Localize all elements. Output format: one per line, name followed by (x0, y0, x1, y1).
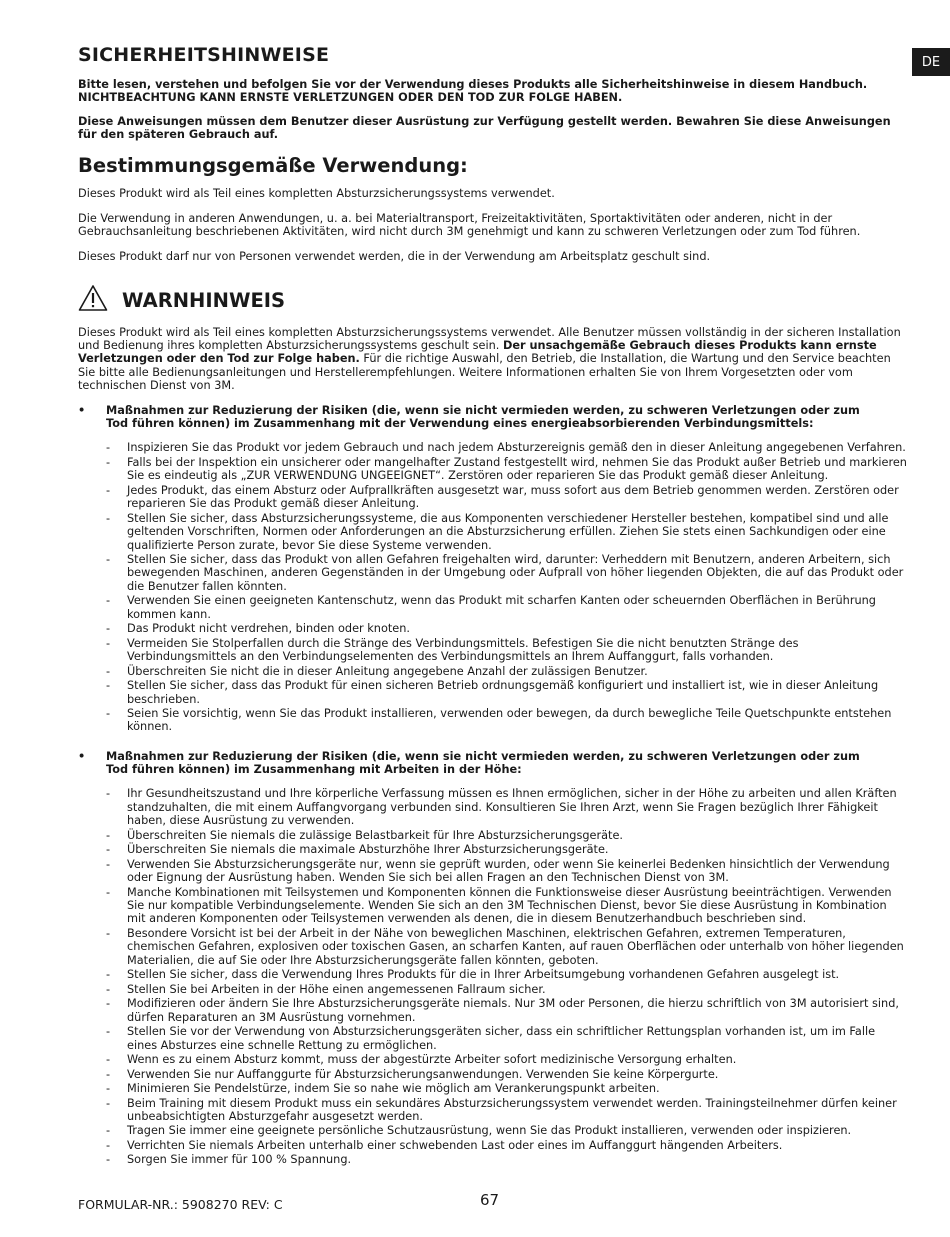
list-item (78, 1124, 907, 1137)
dash-marker: - (106, 594, 111, 608)
dash-marker: - (106, 622, 111, 636)
list-item (78, 886, 907, 926)
list-item (78, 594, 907, 621)
list-item-text: Manche Kombinationen mit Teilsystemen und Komponenten können die Funktionsweise dieser Ausrüstung beeinträchtigen. Verwenden Sie nur kompatible Verbindungselemente. Wenden Sie sich an den 3M Technischen Dienst, bevor Sie diese Ausrüstung in Kombination mit anderen Komponenten oder Teilsystemen verwenden als denen, die in diesem Benutzerhandbuch beschrieben sind. (127, 885, 892, 926)
list-item (78, 637, 907, 664)
list-item-text: Jedes Produkt, das einem Absturz oder Aufprallkräften ausgesetzt war, muss sofort aus dem Betrieb genommen werden. Zerstören oder reparieren Sie das Produkt gemäß dieser Anleitung. (127, 483, 899, 511)
dash-marker: - (106, 553, 111, 567)
dash-marker: - (106, 679, 111, 693)
list-item (78, 1068, 907, 1081)
dash-marker: - (106, 1153, 111, 1167)
dash-marker: - (106, 828, 111, 842)
dash-marker: - (106, 968, 111, 982)
list-item-text: Überschreiten Sie niemals die zulässige Belastbarkeit für Ihre Absturzsicherungsgeräte. (127, 828, 624, 842)
list-item (78, 968, 907, 981)
list-item-text: Überschreiten Sie niemals die maximale Absturzhöhe Ihrer Absturzsicherungsgeräte. (127, 843, 609, 857)
dash-marker: - (106, 483, 111, 497)
list-item-text: Stellen Sie sicher, dass das Produkt von allen Gefahren freigehalten wird, darunter: Verheddern mit Benutzern, anderen Arbeitern, sich bewegenden Maschinen, anderen Gegenständen in der Umgebung oder Aufprall von höher liegenden Objekten, die auf das Produkt oder die Benutzer fallen könnten. (127, 553, 904, 593)
list-item (78, 1025, 907, 1052)
section-energy-absorbing-lanyard (78, 404, 906, 735)
list-item (78, 1053, 907, 1066)
list-item (78, 441, 907, 454)
list-item-text: Beim Training mit diesem Produkt muss ein sekundäres Absturzsicherungssystem verwendet werden. Trainingsteilnehmer dürfen keiner unbeabsichtigten Absturzgefahr ausgesetzt werden. (127, 1096, 897, 1123)
section-heading-text: Maßnahmen zur Reduzierung der Risiken (die, wenn sie nicht vermieden werden, zu schweren Verletzungen oder zum Tod führen können) im Zusammenhang mit der Verwendung eines energieabsorbierenden Verbindungsmittels: (106, 404, 860, 431)
section-working-at-height (78, 750, 906, 1168)
bullet-marker: • (78, 750, 86, 763)
dash-marker: - (106, 455, 111, 469)
intro-paragraph-2: Diese Anweisungen müssen dem Benutzer dieser Ausrüstung zur Verfügung gestellt werden. Bewahren Sie diese Anweisungen für den späteren Gebrauch auf. (78, 115, 891, 142)
list-item (78, 787, 907, 827)
intro-paragraph-1: Bitte lesen, verstehen und befolgen Sie vor der Verwendung dieses Produkts alle Sicherheitshinweise in diesem Handbuch. NICHTBEACHTUNG KANN ERNSTE VERLETZUNGEN ODER DEN TOD ZUR FOLGE HABEN. (78, 78, 868, 105)
warning-paragraph (78, 326, 906, 392)
list-item-text: Minimieren Sie Pendelstürze, indem Sie so nahe wie möglich am Verankerungspunkt arbeiten. (127, 1082, 660, 1096)
list-item (78, 512, 907, 552)
list-item (78, 997, 907, 1024)
warning-text-b: Für die richtige Auswahl, den Betrieb, die Installation, die Wartung und den Service beachten Sie bitte alle Bedienungsanleitungen und Herstellerempfehlungen. Weitere Informationen erhalten Sie von Ihrem Vorgesetzten oder vom technischen Dienst von 3M. (78, 352, 891, 392)
page-title: SICHERHEITSHINWEISE (78, 44, 330, 66)
list-item (78, 1153, 907, 1166)
list-item-text: Falls bei der Inspektion ein unsicherer oder mangelhafter Zustand festgestellt wird, nehmen Sie das Produkt außer Betrieb und markieren Sie es eindeutig als „ZUR VERWENDUNG UNGEEIGNET“. Zerstören oder reparieren Sie das Produkt gemäß dieser Anleitung. (127, 455, 907, 483)
list-item (78, 1097, 907, 1124)
dash-marker: - (106, 857, 111, 871)
warning-text-bold: Der unsachgemäße Gebrauch dieses Produkts kann ernste Verletzungen oder den Tod zur Folge haben. (78, 339, 877, 366)
list-item-text: Stellen Sie sicher, dass die Verwendung Ihres Produkts für die in Ihrer Arbeitsumgebung vorhandenen Gefahren ausgelegt ist. (127, 968, 840, 982)
bullet-marker: • (78, 404, 86, 417)
list-item-text: Verrichten Sie niemals Arbeiten unterhalb einer schwebenden Last oder eines im Auffanggurt hängenden Arbeiters. (127, 1138, 783, 1152)
warning-heading (78, 284, 285, 316)
dash-marker: - (106, 511, 111, 525)
intended-use-heading: Bestimmungsgemäße Verwendung: (78, 154, 468, 177)
dash-marker: - (106, 664, 111, 678)
list-item-text: Wenn es zu einem Absturz kommt, muss der abgestürzte Arbeiter sofort medizinische Versorgung erhalten. (127, 1053, 737, 1067)
warning-triangle-icon (78, 284, 108, 316)
list-item-text: Seien Sie vorsichtig, wenn Sie das Produkt installieren, verwenden oder bewegen, da durch bewegliche Teile Quetschpunkte entstehen können. (127, 707, 892, 734)
dash-marker: - (106, 787, 111, 801)
dash-marker: - (106, 997, 111, 1011)
dash-marker: - (106, 1124, 111, 1138)
list-item (78, 843, 907, 856)
list-item-text: Ihr Gesundheitszustand und Ihre körperliche Verfassung müssen es Ihnen ermöglichen, sicher in der Höhe zu arbeiten und allen Kräften standzuhalten, die mit einem Auffangvorgang verbunden sind. Konsultieren Sie Ihren Arzt, wenn Sie Fragen bezüglich Ihrer Fähigkeit haben, diese Ausrüstung zu verwenden. (127, 787, 897, 828)
list-item (78, 622, 907, 635)
section-heading (78, 750, 876, 776)
list-item-text: Überschreiten Sie nicht die in dieser Anleitung angegebene Anzahl der zulässigen Benutzer. (127, 664, 648, 678)
page-number: 67 (480, 1191, 500, 1209)
list-item-text: Verwenden Sie Absturzsicherungsgeräte nur, wenn sie geprüft wurden, oder wenn Sie keinerlei Bedenken hinsichtlich der Verwendung oder Eignung der Ausrüstung haben. Wenden Sie sich bei allen Fragen an den Technischen Dienst von 3M. (127, 857, 890, 885)
list-item (78, 665, 907, 678)
dash-marker: - (106, 1082, 111, 1096)
list-item (78, 456, 907, 483)
section-heading-text: Maßnahmen zur Reduzierung der Risiken (die, wenn sie nicht vermieden werden, zu schweren Verletzungen oder zum Tod führen können) im Zusammenhang mit Arbeiten in der Höhe: (106, 750, 860, 777)
section-2-list (78, 787, 906, 1166)
dash-marker: - (106, 1138, 111, 1152)
list-item (78, 983, 907, 996)
dash-marker: - (106, 1096, 111, 1110)
warning-title: WARNHINWEIS (122, 288, 286, 312)
section-heading (78, 404, 876, 430)
warning-text-a: Dieses Produkt wird als Teil eines kompletten Absturzsicherungssystems verwendet. Alle Benutzer müssen vollständig in der sicheren Installation und Bedienung ihres kompletten Absturzsicherungssystems geschult sein. (78, 326, 901, 353)
intended-use-paragraph-1: Dieses Produkt wird als Teil eines kompletten Absturzsicherungssystems verwendet. (78, 187, 555, 200)
list-item-text: Verwenden Sie nur Auffanggurte für Absturzsicherungsanwendungen. Verwenden Sie keine Körpergurte. (127, 1067, 719, 1081)
dash-marker: - (106, 982, 111, 996)
dash-marker: - (106, 926, 111, 940)
list-item (78, 707, 907, 734)
dash-marker: - (106, 707, 111, 721)
list-item (78, 553, 907, 593)
list-item (78, 484, 907, 511)
list-item-text: Stellen Sie sicher, dass das Produkt für einen sicheren Betrieb ordnungsgemäß konfiguriert und installiert ist, wie in dieser Anleitung beschrieben. (127, 679, 879, 706)
list-item (78, 1082, 907, 1095)
list-item (78, 927, 907, 967)
intended-use-paragraph-2: Die Verwendung in anderen Anwendungen, u. a. bei Materialtransport, Freizeitaktivitäten, Sportaktivitäten oder anderen, nicht in der Gebrauchsanleitung beschriebenen Aktivitäten, wird nicht durch 3M genehmigt und kann zu schweren Verletzungen oder zum Tod führen. (78, 212, 861, 239)
dash-marker: - (106, 843, 111, 857)
list-item-text: Stellen Sie bei Arbeiten in der Höhe einen angemessenen Fallraum sicher. (127, 982, 546, 996)
list-item-text: Vermeiden Sie Stolperfallen durch die Stränge des Verbindungsmittels. Befestigen Sie die nicht benutzten Stränge des Verbindungsmittels an den Verbindungselementen des Verbindungsmittels an Ihrem Auffanggurt, falls vorhanden. (127, 636, 799, 664)
dash-marker: - (106, 1067, 111, 1081)
list-item-text: Tragen Sie immer eine geeignete persönliche Schutzausrüstung, wenn Sie das Produkt installieren, verwenden oder inspizieren. (127, 1124, 852, 1138)
dash-marker: - (106, 441, 111, 455)
intended-use-paragraph-3: Dieses Produkt darf nur von Personen verwendet werden, die in der Verwendung am Arbeitsplatz geschult sind. (78, 250, 711, 263)
list-item (78, 858, 907, 885)
list-item-text: Verwenden Sie einen geeigneten Kantenschutz, wenn das Produkt mit scharfen Kanten oder scheuernden Oberflächen in Berührung kommen kann. (127, 594, 876, 621)
dash-marker: - (106, 1053, 111, 1067)
section-1-list (78, 441, 906, 733)
list-item-text: Modifizieren oder ändern Sie Ihre Absturzsicherungsgeräte niemals. Nur 3M oder Personen, die hierzu schriftlich von 3M autorisiert sind, dürfen Reparaturen an 3M Ausrüstung vornehmen. (127, 997, 899, 1024)
list-item-text: Das Produkt nicht verdrehen, binden oder knoten. (127, 622, 411, 636)
list-item-text: Stellen Sie vor der Verwendung von Absturzsicherungsgeräten sicher, dass ein schriftlicher Rettungsplan vorhanden ist, um im Falle eines Absturzes eine schnelle Rettung zu ermöglichen. (127, 1025, 876, 1052)
list-item (78, 679, 907, 706)
list-item-text: Sorgen Sie immer für 100 % Spannung. (127, 1153, 352, 1167)
dash-marker: - (106, 1025, 111, 1039)
list-item-text: Besondere Vorsicht ist bei der Arbeit in der Nähe von beweglichen Maschinen, elektrischen Gefahren, extremen Temperaturen, chemischen Gefahren, explosiven oder toxischen Gasen, an scharfen Kanten, auf rauen Oberflächen oder unterhalb von höher liegenden Materialien, die auf Sie oder Ihre Absturzsicherungsgeräte fallen könnten, geboten. (127, 926, 904, 967)
language-tab: DE (912, 48, 950, 76)
list-item (78, 829, 907, 842)
list-item-text: Inspizieren Sie das Produkt vor jedem Gebrauch und nach jedem Absturzereignis gemäß den in dieser Anleitung angegebenen Verfahren. (127, 441, 906, 455)
form-number: FORMULAR-NR.: 5908270 REV: C (78, 1197, 283, 1212)
list-item-text: Stellen Sie sicher, dass Absturzsicherungssysteme, die aus Komponenten verschiedener Hersteller bestehen, kompatibel sind und alle geltenden Vorschriften, Normen oder Anforderungen an die Absturzsicherung erfüllen. Ziehen Sie stets einen Sachkundigen oder eine qualifizierte Person zurate, bevor Sie diese Systeme verwenden. (127, 511, 889, 552)
dash-marker: - (106, 885, 111, 899)
list-item (78, 1139, 907, 1152)
dash-marker: - (106, 636, 111, 650)
